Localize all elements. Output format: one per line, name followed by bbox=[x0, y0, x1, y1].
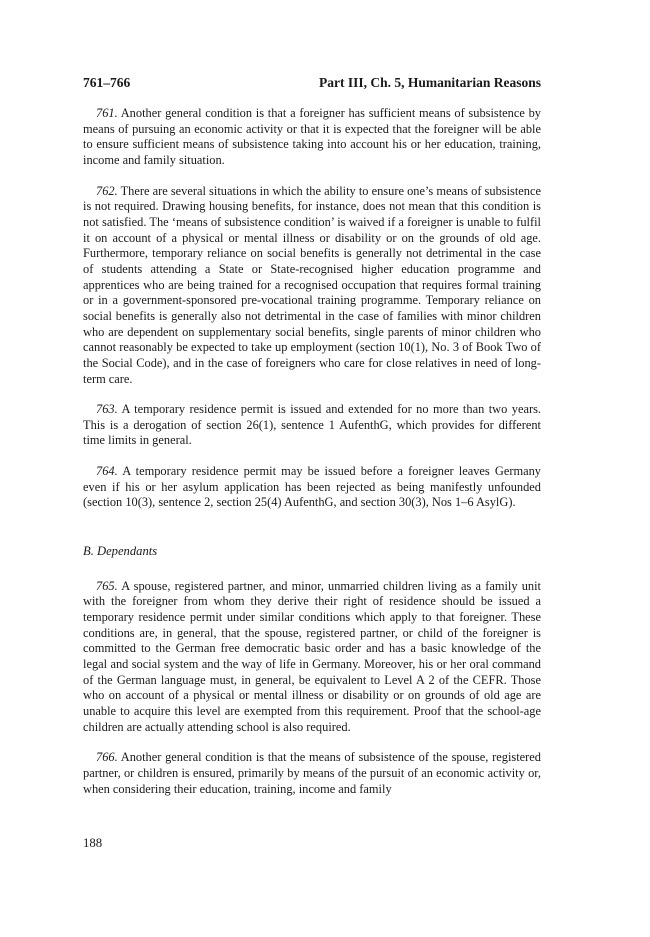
paragraph-text: A temporary residence permit is issued and extended for no more than two years. This is a derogation of section 26(1), sentence 1 AufenthG, which provides for different time limits in general. bbox=[83, 402, 541, 448]
paragraph-text: Another general condition is that the means of subsistence of the spouse, registered partner, or children is ensured, primarily by means of the pursuit of an economic activity or, when considering their education, training, income and family bbox=[83, 750, 541, 796]
paragraph-number: 761. bbox=[96, 106, 118, 120]
paragraph-764 bbox=[83, 464, 541, 511]
paragraph-text: A spouse, registered partner, and minor, unmarried children living as a family unit with the foreigner from whom they derive their right of residence should be issued a temporary residence permit under similar conditions which apply to that foreigner. These conditions are, in general, that the spouse, registered partner, or child of the foreigner is committed to the German free democratic basic order and has a basic knowledge of the legal and social system and the way of life in Germany. Moreover, his or her oral command of the German language must, in general, be equivalent to Level A 2 of the CEFR. Those who on account of a physical or mental illness or disability or on grounds of old age are unable to acquire this level are exempted from this requirement. Proof that the school-age children are actually attending school is also required. bbox=[83, 578, 541, 734]
paragraph-text: Another general condition is that a foreigner has sufficient means of subsistence by means of pursuing an economic activity or that it is expected that the foreigner will be able to ensure sufficient means of subsistence taking into account his or her education, training, income and family situation. bbox=[83, 106, 541, 167]
paragraph-range: 761–766 bbox=[83, 75, 131, 90]
paragraph-number: 763. bbox=[96, 402, 118, 417]
paragraph-number: 766. bbox=[96, 750, 118, 765]
paragraph-number: 764. bbox=[96, 464, 118, 479]
paragraph-761 bbox=[83, 106, 541, 169]
paragraph-number: 762. bbox=[96, 183, 118, 198]
page-body bbox=[83, 106, 541, 812]
paragraph-766 bbox=[83, 750, 541, 797]
paragraph-text: A temporary residence permit may be issued before a foreigner leaves Germany even if his or her asylum application has been rejected as being manifestly unfounded (section 10(3), sentence 2, section 25(4) AufenthG, and section 30(3), Nos 1–6 AsylG). bbox=[83, 464, 541, 510]
paragraph-number: 765. bbox=[96, 578, 118, 593]
running-header bbox=[83, 75, 541, 95]
paragraph-765 bbox=[83, 579, 541, 736]
paragraph-text: There are several situations in which the ability to ensure one’s means of subsistence is not required. Drawing housing benefits, for instance, does not mean that this condition is not satisfied. The ‘means of subsistence condition’ is waived if a foreigner is unable to fulfil it on account of a physical or mental illness or disability or on the grounds of old age. Furthermore, temporary reliance on social benefits is generally not detrimental in the case of students attending a State or State-recognised higher education programme and apprentices who are being trained for a recognised occupation that requires formal training or in a government-sponsored pre-vocational training programme. Temporary reliance on social benefits is generally also not detrimental in the case of families with minor children who are dependent on supplementary social benefits, single parents of minor children who cannot reasonably be expected to take up employment (section 10(1), No. 3 of Book Two of the Social Code), and in the case of foreigners who care for close relatives in need of long-term care. bbox=[83, 183, 541, 386]
chapter-title: Part III, Ch. 5, Humanitarian Reasons bbox=[318, 75, 541, 90]
section-heading: B. Dependants bbox=[83, 544, 158, 559]
paragraph-763 bbox=[83, 402, 541, 449]
page-number: 188 bbox=[83, 836, 103, 850]
paragraph-762 bbox=[83, 184, 541, 388]
